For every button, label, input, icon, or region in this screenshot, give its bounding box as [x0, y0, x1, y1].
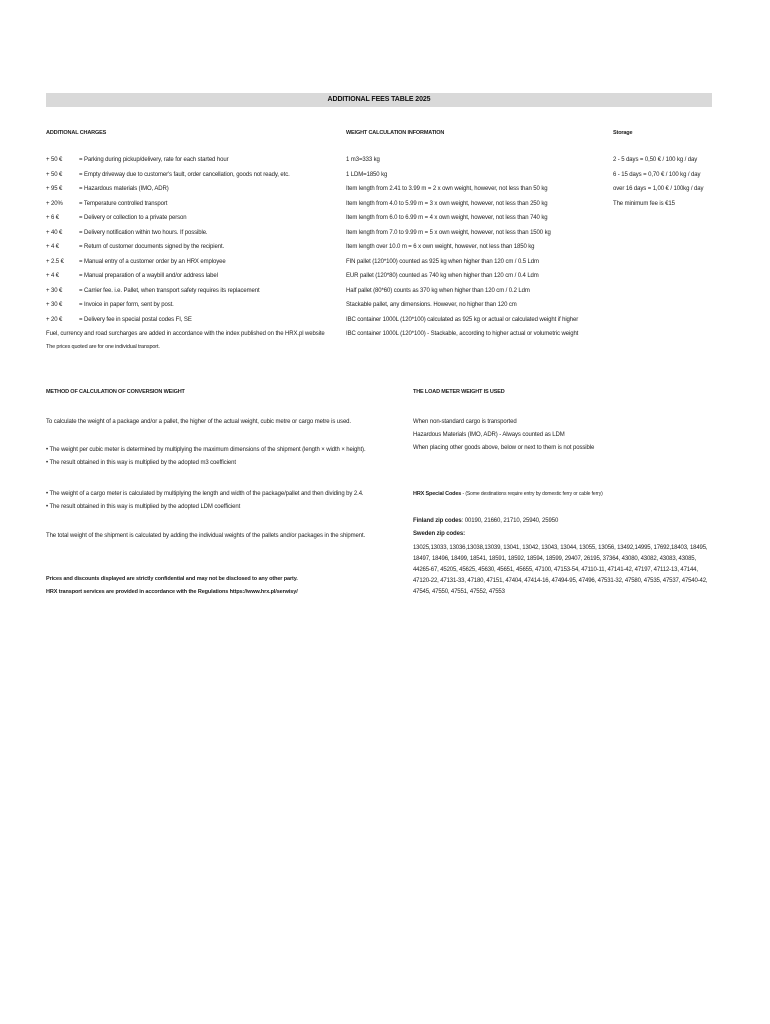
weight-info-item: EUR pallet (120*80) counted as 740 kg when higher than 120 cm / 0.4 Ldm — [346, 273, 539, 279]
storage-header: Storage — [613, 130, 633, 136]
charge-row: + 50 € = Parking during pickup/delivery, rate for each started hour — [46, 157, 229, 163]
weight-info-list — [346, 156, 578, 345]
load-meter-header: THE LOAD METER WEIGHT IS USED — [413, 389, 505, 395]
confidential-note: Prices and discounts displayed are strictly confidential and may not be disclosed to any other party. — [46, 576, 298, 582]
weight-info-item: Item length from 2.41 to 3.99 m = 2 x own weight, however, not less than 50 kg — [346, 186, 548, 192]
weight-info-item: IBC container 1000L (120*100) - Stackable, according to higher actual or volumetric weight — [346, 331, 579, 337]
weight-info-item: Half pallet (80*60) counts as 370 kg when higher than 120 cm / 0.2 Ldm — [346, 287, 530, 294]
charge-row: + 20 € = Delivery fee in special postal codes FI, SE — [46, 316, 192, 323]
additional-charges-list — [46, 156, 325, 357]
weight-info-item: 1 m3=333 kg — [346, 157, 380, 163]
charge-row: + 30 € = Invoice in paper form, sent by post. — [46, 302, 174, 308]
load-meter-item: Hazardous Materials (IMO, ADR) - Always counted as LDM — [413, 432, 565, 438]
charge-row: + 40 € = Delivery notification within two hours. If possible. — [46, 229, 208, 236]
charge-row: + 4 € = Manual preparation of a waybill and/or address label — [46, 273, 218, 279]
storage-item: over 16 days = 1,00 € / 100kg / day — [613, 186, 704, 192]
charge-row: + 95 € = Hazardous materials (IMO, ADR) — [46, 186, 169, 192]
load-meter-item: When non-standard cargo is transported — [413, 419, 517, 425]
storage-item: 6 - 15 days = 0,70 € / 100 kg / day — [613, 171, 701, 178]
special-codes-label: HRX Special Codes — [413, 491, 462, 497]
special-codes-line — [413, 490, 603, 498]
load-meter-item: When placing other goods above, below or next to them is not possible — [413, 445, 595, 451]
page-title: ADDITIONAL FEES TABLE 2025 — [46, 93, 712, 107]
additional-charges-header: ADDITIONAL CHARGES — [46, 130, 107, 136]
weight-info-item: Item length from 7.0 to 9.99 m = 5 x own weight, however, not less than 1500 kg — [346, 229, 551, 236]
conversion-bullet: • The result obtained in this way is multiplied by the adopted m3 coefficient — [46, 460, 236, 466]
weight-info-item: Item length from 4.0 to 5.99 m = 3 x own weight, however, not less than 250 kg — [346, 200, 548, 207]
charge-row: + 30 € = Carrier fee. i.e. Pallet, when transport safety requires its replacement — [46, 287, 260, 294]
conversion-bullet: • The weight of a cargo meter is calculated by multiplying the length and width of the package/pallet and then dividing by 2.4. — [46, 491, 364, 497]
finland-label: Finland zip codes — [413, 518, 462, 524]
charge-row: + 20% = Temperature controlled transport — [46, 200, 168, 207]
charge-row: + 4 € = Return of customer documents signed by the recipient. — [46, 244, 225, 250]
weight-info-item: Item length from 6.0 to 6.99 m = 4 x own weight, however, not less than 740 kg — [346, 215, 548, 221]
charge-row: + 2.5 € = Manual entry of a customer order by an HRX employee — [46, 258, 226, 265]
charge-row: + 50 € = Empty driveway due to customer's fault, order cancellation, goods not ready, etc. — [46, 171, 290, 178]
storage-item: The minimum fee is €15 — [613, 200, 675, 207]
weight-info-item: FIN pallet (120*100) counted as 925 kg when higher than 120 cm / 0.5 Ldm — [346, 258, 539, 265]
weight-info-item: Item length over 10.0 m = 6 x own weight, however, not less than 1850 kg — [346, 244, 535, 250]
finland-codes: : 00190, 21660, 21710, 25940, 25950 — [461, 518, 559, 524]
regulations-note: HRX transport services are provided in accordance with the Regulations https://www.hrx.pl/serwisy/ — [46, 589, 298, 595]
weight-info-item: Stackable pallet, any dimensions. However, no higher than 120 cm — [346, 302, 517, 308]
conversion-intro: To calculate the weight of a package and/or a pallet, the higher of the actual weight, cubic metre or cargo metre is used. — [46, 419, 351, 425]
special-codes-sub: - (Some destinations require entry by domestic ferry or cable ferry) — [461, 491, 603, 497]
sweden-label: Sweden zip codes: — [413, 531, 465, 537]
finland-codes-line — [413, 517, 558, 525]
weight-info-item: 1 LDM=1850 kg — [346, 171, 388, 178]
conversion-header: METHOD OF CALCULATION OF CONVERSION WEIGHT — [46, 389, 185, 395]
weight-info-item: IBC container 1000L (120*100) calculated as 925 kg or actual or calculated weight if higher — [346, 316, 579, 323]
storage-list — [613, 156, 703, 214]
total-weight-note: The total weight of the shipment is calculated by adding the individual weights of the pallets and/or packages in the shipment. — [46, 533, 366, 539]
prices-note: The prices quoted are for one individual transport. — [46, 343, 160, 350]
conversion-bullet: • The weight per cubic meter is determined by multiplying the maximum dimensions of the shipment (length × width × height). — [46, 447, 366, 453]
conversion-bullet: • The result obtained in this way is multiplied by the adopted LDM coefficient — [46, 504, 241, 510]
storage-item: 2 - 5 days = 0,50 € / 100 kg / day — [613, 157, 698, 163]
weight-info-header: WEIGHT CALCULATION INFORMATION — [346, 130, 445, 136]
sweden-codes: 13025,13033, 13036,13038,13039, 13041, 13042, 13043, 13044, 13055, 13056, 13492,14995, 17692,18403, 18495, 18497, 18496, 18499, 18541, 18591, 18592, 18594, 18599, 29407, 26195, 37364, 43080, 43082, 43083, 43085, 44265-67, 45205, 45625, 45630, 45651, 45655, 47100, 47153-54, 47110-11, 47141-42, 47197, 47112-13, 47144, 47120-22, 47131-33, 47180, 47151, 47404, 47414-16, 47494-95, 47496, 47531-32, 47580, 47535, 47537, 47540-42, 47545, 47550, 47551, 47552, 47553 — [413, 545, 708, 595]
fuel-surcharge-note: Fuel, currency and road surcharges are added in accordance with the index published on the HRX.pl website — [46, 331, 325, 337]
charge-row: + 6 € = Delivery or collection to a private person — [46, 215, 187, 221]
